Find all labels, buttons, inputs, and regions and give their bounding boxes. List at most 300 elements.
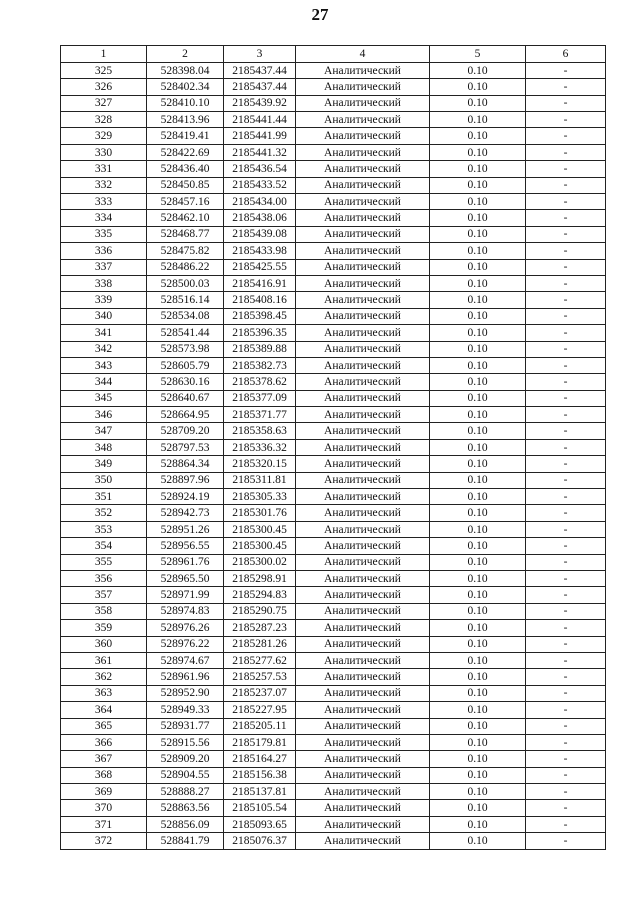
table-row [61, 374, 606, 390]
table-row [61, 751, 606, 767]
accuracy-cell: 0.10 [430, 505, 526, 521]
method-cell: Аналитический [296, 79, 430, 95]
x-coordinate-cell: 528640.67 [147, 390, 224, 406]
y-coordinate-cell: 2185398.45 [224, 308, 296, 324]
method-cell: Аналитический [296, 357, 430, 373]
accuracy-cell: 0.10 [430, 456, 526, 472]
method-cell: Аналитический [296, 62, 430, 78]
method-cell: Аналитический [296, 816, 430, 832]
point-number-cell: 350 [61, 472, 147, 488]
point-number-cell: 349 [61, 456, 147, 472]
table-row [61, 259, 606, 275]
x-coordinate-cell: 528709.20 [147, 423, 224, 439]
point-number-cell: 342 [61, 341, 147, 357]
note-cell: - [526, 374, 606, 390]
accuracy-cell: 0.10 [430, 194, 526, 210]
method-cell: Аналитический [296, 718, 430, 734]
note-cell: - [526, 652, 606, 668]
accuracy-cell: 0.10 [430, 587, 526, 603]
method-cell: Аналитический [296, 275, 430, 291]
note-cell: - [526, 210, 606, 226]
accuracy-cell: 0.10 [430, 521, 526, 537]
y-coordinate-cell: 2185396.35 [224, 325, 296, 341]
accuracy-cell: 0.10 [430, 79, 526, 95]
method-cell: Аналитический [296, 603, 430, 619]
table-row [61, 308, 606, 324]
y-coordinate-cell: 2185378.62 [224, 374, 296, 390]
method-cell: Аналитический [296, 226, 430, 242]
x-coordinate-cell: 528398.04 [147, 62, 224, 78]
accuracy-cell: 0.10 [430, 833, 526, 849]
method-cell: Аналитический [296, 620, 430, 636]
x-coordinate-cell: 528468.77 [147, 226, 224, 242]
table-row [61, 816, 606, 832]
table-row [61, 210, 606, 226]
y-coordinate-cell: 2185433.52 [224, 177, 296, 193]
table-row [61, 587, 606, 603]
y-coordinate-cell: 2185227.95 [224, 702, 296, 718]
header-col-1: 1 [61, 46, 147, 63]
method-cell: Аналитический [296, 259, 430, 275]
method-cell: Аналитический [296, 407, 430, 423]
header-col-4: 4 [296, 46, 430, 63]
x-coordinate-cell: 528450.85 [147, 177, 224, 193]
method-cell: Аналитический [296, 521, 430, 537]
method-cell: Аналитический [296, 751, 430, 767]
table-row [61, 341, 606, 357]
method-cell: Аналитический [296, 652, 430, 668]
note-cell: - [526, 292, 606, 308]
x-coordinate-cell: 528961.96 [147, 669, 224, 685]
y-coordinate-cell: 2185433.98 [224, 243, 296, 259]
y-coordinate-cell: 2185434.00 [224, 194, 296, 210]
table-row [61, 472, 606, 488]
x-coordinate-cell: 528856.09 [147, 816, 224, 832]
accuracy-cell: 0.10 [430, 210, 526, 226]
method-cell: Аналитический [296, 210, 430, 226]
note-cell: - [526, 62, 606, 78]
table-row [61, 505, 606, 521]
note-cell: - [526, 177, 606, 193]
table-row [61, 79, 606, 95]
x-coordinate-cell: 528402.34 [147, 79, 224, 95]
note-cell: - [526, 275, 606, 291]
method-cell: Аналитический [296, 800, 430, 816]
y-coordinate-cell: 2185439.92 [224, 95, 296, 111]
x-coordinate-cell: 528436.40 [147, 161, 224, 177]
x-coordinate-cell: 528931.77 [147, 718, 224, 734]
x-coordinate-cell: 528419.41 [147, 128, 224, 144]
table-row [61, 800, 606, 816]
accuracy-cell: 0.10 [430, 144, 526, 160]
accuracy-cell: 0.10 [430, 259, 526, 275]
y-coordinate-cell: 2185137.81 [224, 784, 296, 800]
table-row [61, 833, 606, 849]
table-row [61, 243, 606, 259]
y-coordinate-cell: 2185205.11 [224, 718, 296, 734]
point-number-cell: 348 [61, 439, 147, 455]
y-coordinate-cell: 2185156.38 [224, 767, 296, 783]
point-number-cell: 357 [61, 587, 147, 603]
point-number-cell: 354 [61, 538, 147, 554]
table-row [61, 489, 606, 505]
accuracy-cell: 0.10 [430, 357, 526, 373]
note-cell: - [526, 603, 606, 619]
method-cell: Аналитический [296, 177, 430, 193]
y-coordinate-cell: 2185416.91 [224, 275, 296, 291]
x-coordinate-cell: 528841.79 [147, 833, 224, 849]
accuracy-cell: 0.10 [430, 718, 526, 734]
note-cell: - [526, 767, 606, 783]
accuracy-cell: 0.10 [430, 341, 526, 357]
note-cell: - [526, 161, 606, 177]
x-coordinate-cell: 528961.76 [147, 554, 224, 570]
note-cell: - [526, 554, 606, 570]
x-coordinate-cell: 528422.69 [147, 144, 224, 160]
y-coordinate-cell: 2185336.32 [224, 439, 296, 455]
point-number-cell: 343 [61, 357, 147, 373]
point-number-cell: 359 [61, 620, 147, 636]
note-cell: - [526, 128, 606, 144]
table-row [61, 226, 606, 242]
point-number-cell: 329 [61, 128, 147, 144]
x-coordinate-cell: 528952.90 [147, 685, 224, 701]
table-row [61, 325, 606, 341]
point-number-cell: 330 [61, 144, 147, 160]
table-row [61, 456, 606, 472]
table-row [61, 603, 606, 619]
table-row [61, 652, 606, 668]
accuracy-cell: 0.10 [430, 571, 526, 587]
x-coordinate-cell: 528904.55 [147, 767, 224, 783]
method-cell: Аналитический [296, 439, 430, 455]
y-coordinate-cell: 2185287.23 [224, 620, 296, 636]
accuracy-cell: 0.10 [430, 472, 526, 488]
point-number-cell: 372 [61, 833, 147, 849]
method-cell: Аналитический [296, 112, 430, 128]
note-cell: - [526, 489, 606, 505]
note-cell: - [526, 341, 606, 357]
accuracy-cell: 0.10 [430, 374, 526, 390]
table-row [61, 95, 606, 111]
x-coordinate-cell: 528897.96 [147, 472, 224, 488]
y-coordinate-cell: 2185377.09 [224, 390, 296, 406]
y-coordinate-cell: 2185301.76 [224, 505, 296, 521]
y-coordinate-cell: 2185358.63 [224, 423, 296, 439]
table-row [61, 702, 606, 718]
header-col-2: 2 [147, 46, 224, 63]
table-row [61, 669, 606, 685]
y-coordinate-cell: 2185257.53 [224, 669, 296, 685]
accuracy-cell: 0.10 [430, 275, 526, 291]
table-row [61, 521, 606, 537]
method-cell: Аналитический [296, 161, 430, 177]
accuracy-cell: 0.10 [430, 243, 526, 259]
y-coordinate-cell: 2185382.73 [224, 357, 296, 373]
point-number-cell: 352 [61, 505, 147, 521]
y-coordinate-cell: 2185437.44 [224, 62, 296, 78]
accuracy-cell: 0.10 [430, 767, 526, 783]
page-number: 27 [311, 5, 329, 24]
note-cell: - [526, 390, 606, 406]
x-coordinate-cell: 528534.08 [147, 308, 224, 324]
method-cell: Аналитический [296, 685, 430, 701]
method-cell: Аналитический [296, 308, 430, 324]
y-coordinate-cell: 2185237.07 [224, 685, 296, 701]
method-cell: Аналитический [296, 702, 430, 718]
note-cell: - [526, 79, 606, 95]
method-cell: Аналитический [296, 669, 430, 685]
x-coordinate-cell: 528413.96 [147, 112, 224, 128]
table-row [61, 357, 606, 373]
y-coordinate-cell: 2185305.33 [224, 489, 296, 505]
table-row [61, 718, 606, 734]
table-row [61, 62, 606, 78]
x-coordinate-cell: 528573.98 [147, 341, 224, 357]
x-coordinate-cell: 528888.27 [147, 784, 224, 800]
note-cell: - [526, 636, 606, 652]
y-coordinate-cell: 2185105.54 [224, 800, 296, 816]
x-coordinate-cell: 528949.33 [147, 702, 224, 718]
y-coordinate-cell: 2185437.44 [224, 79, 296, 95]
y-coordinate-cell: 2185425.55 [224, 259, 296, 275]
accuracy-cell: 0.10 [430, 226, 526, 242]
method-cell: Аналитический [296, 554, 430, 570]
method-cell: Аналитический [296, 325, 430, 341]
y-coordinate-cell: 2185300.45 [224, 521, 296, 537]
x-coordinate-cell: 528664.95 [147, 407, 224, 423]
accuracy-cell: 0.10 [430, 177, 526, 193]
method-cell: Аналитический [296, 456, 430, 472]
point-number-cell: 366 [61, 734, 147, 750]
x-coordinate-cell: 528457.16 [147, 194, 224, 210]
method-cell: Аналитический [296, 128, 430, 144]
y-coordinate-cell: 2185290.75 [224, 603, 296, 619]
point-number-cell: 336 [61, 243, 147, 259]
note-cell: - [526, 587, 606, 603]
method-cell: Аналитический [296, 472, 430, 488]
note-cell: - [526, 423, 606, 439]
accuracy-cell: 0.10 [430, 784, 526, 800]
table-body [61, 62, 606, 849]
method-cell: Аналитический [296, 734, 430, 750]
table-header-row [61, 46, 606, 63]
method-cell: Аналитический [296, 292, 430, 308]
accuracy-cell: 0.10 [430, 800, 526, 816]
point-number-cell: 331 [61, 161, 147, 177]
point-number-cell: 362 [61, 669, 147, 685]
method-cell: Аналитический [296, 784, 430, 800]
point-number-cell: 365 [61, 718, 147, 734]
accuracy-cell: 0.10 [430, 669, 526, 685]
coordinates-table [60, 45, 606, 850]
note-cell: - [526, 685, 606, 701]
x-coordinate-cell: 528974.83 [147, 603, 224, 619]
table-row [61, 128, 606, 144]
y-coordinate-cell: 2185389.88 [224, 341, 296, 357]
x-coordinate-cell: 528965.50 [147, 571, 224, 587]
method-cell: Аналитический [296, 374, 430, 390]
y-coordinate-cell: 2185438.06 [224, 210, 296, 226]
accuracy-cell: 0.10 [430, 751, 526, 767]
accuracy-cell: 0.10 [430, 489, 526, 505]
y-coordinate-cell: 2185300.45 [224, 538, 296, 554]
method-cell: Аналитический [296, 636, 430, 652]
point-number-cell: 367 [61, 751, 147, 767]
y-coordinate-cell: 2185441.32 [224, 144, 296, 160]
x-coordinate-cell: 528909.20 [147, 751, 224, 767]
accuracy-cell: 0.10 [430, 554, 526, 570]
accuracy-cell: 0.10 [430, 685, 526, 701]
y-coordinate-cell: 2185311.81 [224, 472, 296, 488]
point-number-cell: 347 [61, 423, 147, 439]
note-cell: - [526, 800, 606, 816]
method-cell: Аналитический [296, 95, 430, 111]
y-coordinate-cell: 2185300.02 [224, 554, 296, 570]
table-row [61, 538, 606, 554]
table-row [61, 554, 606, 570]
note-cell: - [526, 833, 606, 849]
note-cell: - [526, 325, 606, 341]
x-coordinate-cell: 528541.44 [147, 325, 224, 341]
y-coordinate-cell: 2185441.99 [224, 128, 296, 144]
point-number-cell: 326 [61, 79, 147, 95]
note-cell: - [526, 816, 606, 832]
point-number-cell: 345 [61, 390, 147, 406]
accuracy-cell: 0.10 [430, 636, 526, 652]
x-coordinate-cell: 528951.26 [147, 521, 224, 537]
y-coordinate-cell: 2185441.44 [224, 112, 296, 128]
point-number-cell: 356 [61, 571, 147, 587]
point-number-cell: 370 [61, 800, 147, 816]
point-number-cell: 341 [61, 325, 147, 341]
accuracy-cell: 0.10 [430, 816, 526, 832]
table-row [61, 571, 606, 587]
note-cell: - [526, 472, 606, 488]
point-number-cell: 355 [61, 554, 147, 570]
point-number-cell: 361 [61, 652, 147, 668]
note-cell: - [526, 538, 606, 554]
x-coordinate-cell: 528475.82 [147, 243, 224, 259]
note-cell: - [526, 357, 606, 373]
accuracy-cell: 0.10 [430, 620, 526, 636]
x-coordinate-cell: 528956.55 [147, 538, 224, 554]
point-number-cell: 335 [61, 226, 147, 242]
accuracy-cell: 0.10 [430, 325, 526, 341]
method-cell: Аналитический [296, 341, 430, 357]
point-number-cell: 360 [61, 636, 147, 652]
note-cell: - [526, 112, 606, 128]
note-cell: - [526, 439, 606, 455]
point-number-cell: 333 [61, 194, 147, 210]
table-row [61, 620, 606, 636]
y-coordinate-cell: 2185371.77 [224, 407, 296, 423]
note-cell: - [526, 784, 606, 800]
x-coordinate-cell: 528630.16 [147, 374, 224, 390]
accuracy-cell: 0.10 [430, 423, 526, 439]
y-coordinate-cell: 2185294.83 [224, 587, 296, 603]
table-row [61, 636, 606, 652]
accuracy-cell: 0.10 [430, 161, 526, 177]
table-row [61, 292, 606, 308]
note-cell: - [526, 734, 606, 750]
method-cell: Аналитический [296, 833, 430, 849]
y-coordinate-cell: 2185179.81 [224, 734, 296, 750]
point-number-cell: 334 [61, 210, 147, 226]
table-row [61, 275, 606, 291]
x-coordinate-cell: 528976.26 [147, 620, 224, 636]
accuracy-cell: 0.10 [430, 439, 526, 455]
accuracy-cell: 0.10 [430, 603, 526, 619]
point-number-cell: 351 [61, 489, 147, 505]
x-coordinate-cell: 528974.67 [147, 652, 224, 668]
method-cell: Аналитический [296, 767, 430, 783]
point-number-cell: 371 [61, 816, 147, 832]
y-coordinate-cell: 2185408.16 [224, 292, 296, 308]
point-number-cell: 339 [61, 292, 147, 308]
note-cell: - [526, 571, 606, 587]
method-cell: Аналитический [296, 390, 430, 406]
x-coordinate-cell: 528410.10 [147, 95, 224, 111]
method-cell: Аналитический [296, 194, 430, 210]
note-cell: - [526, 505, 606, 521]
point-number-cell: 363 [61, 685, 147, 701]
accuracy-cell: 0.10 [430, 652, 526, 668]
accuracy-cell: 0.10 [430, 128, 526, 144]
x-coordinate-cell: 528942.73 [147, 505, 224, 521]
table-row [61, 423, 606, 439]
table-row [61, 161, 606, 177]
table-row [61, 390, 606, 406]
note-cell: - [526, 751, 606, 767]
note-cell: - [526, 243, 606, 259]
method-cell: Аналитический [296, 538, 430, 554]
header-col-5: 5 [430, 46, 526, 63]
method-cell: Аналитический [296, 423, 430, 439]
accuracy-cell: 0.10 [430, 62, 526, 78]
note-cell: - [526, 669, 606, 685]
x-coordinate-cell: 528924.19 [147, 489, 224, 505]
x-coordinate-cell: 528605.79 [147, 357, 224, 373]
point-number-cell: 332 [61, 177, 147, 193]
point-number-cell: 344 [61, 374, 147, 390]
method-cell: Аналитический [296, 489, 430, 505]
note-cell: - [526, 259, 606, 275]
method-cell: Аналитический [296, 587, 430, 603]
y-coordinate-cell: 2185281.26 [224, 636, 296, 652]
x-coordinate-cell: 528797.53 [147, 439, 224, 455]
note-cell: - [526, 620, 606, 636]
accuracy-cell: 0.10 [430, 734, 526, 750]
note-cell: - [526, 718, 606, 734]
note-cell: - [526, 308, 606, 324]
table-row [61, 144, 606, 160]
y-coordinate-cell: 2185439.08 [224, 226, 296, 242]
y-coordinate-cell: 2185093.65 [224, 816, 296, 832]
y-coordinate-cell: 2185320.15 [224, 456, 296, 472]
accuracy-cell: 0.10 [430, 407, 526, 423]
table-row [61, 112, 606, 128]
point-number-cell: 328 [61, 112, 147, 128]
y-coordinate-cell: 2185076.37 [224, 833, 296, 849]
point-number-cell: 368 [61, 767, 147, 783]
y-coordinate-cell: 2185436.54 [224, 161, 296, 177]
x-coordinate-cell: 528971.99 [147, 587, 224, 603]
note-cell: - [526, 407, 606, 423]
x-coordinate-cell: 528976.22 [147, 636, 224, 652]
point-number-cell: 338 [61, 275, 147, 291]
x-coordinate-cell: 528516.14 [147, 292, 224, 308]
